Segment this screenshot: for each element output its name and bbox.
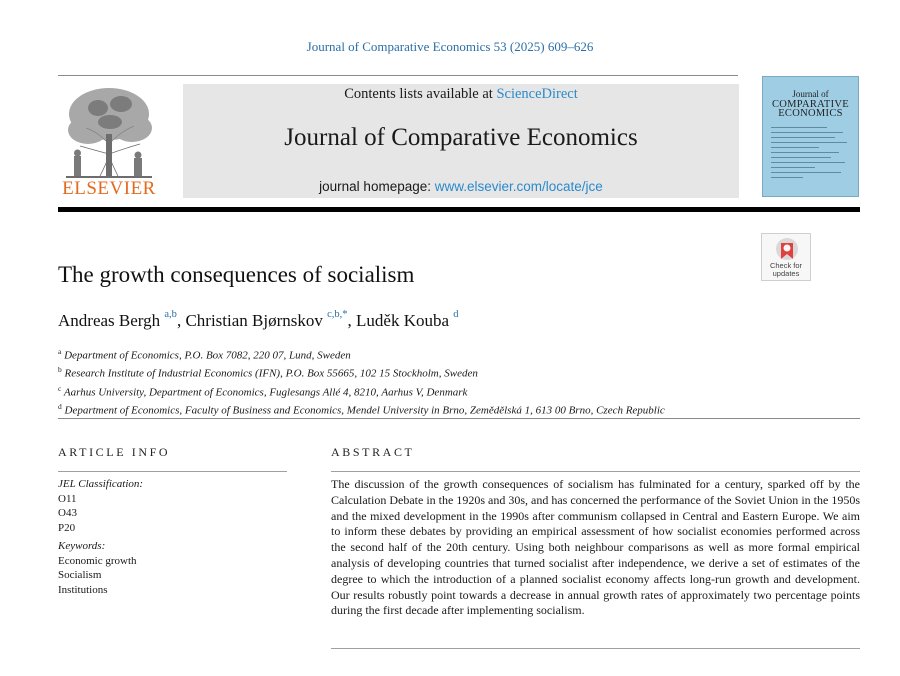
affiliation-key: b bbox=[58, 365, 62, 375]
keywords-label: Keywords: bbox=[58, 540, 106, 552]
keyword: Institutions bbox=[58, 583, 108, 596]
cover-title bbox=[763, 90, 858, 119]
author-separator: , bbox=[347, 311, 357, 330]
jel-code: O43 bbox=[58, 507, 77, 519]
affiliation-key: c bbox=[58, 383, 62, 393]
author-affiliation-marks[interactable]: d bbox=[453, 309, 459, 321]
paper-title: The growth consequences of socialism bbox=[58, 262, 415, 287]
cover-title-line2: COMPARATIVE bbox=[771, 98, 849, 110]
sciencedirect-link[interactable]: ScienceDirect bbox=[496, 86, 578, 102]
author-separator: , bbox=[176, 311, 186, 330]
contents-prefix: Contents lists available at bbox=[344, 86, 497, 102]
author-affiliation-marks[interactable]: a,b bbox=[164, 309, 177, 321]
jel-code: P20 bbox=[58, 521, 76, 534]
affiliation-key: a bbox=[58, 347, 62, 356]
homepage-link[interactable]: www.elsevier.com/locate/jce bbox=[434, 179, 603, 194]
article-info-rule bbox=[58, 471, 287, 472]
article-info-block bbox=[58, 477, 143, 597]
author-name[interactable]: Luděk Kouba bbox=[356, 311, 450, 330]
contents-availability bbox=[183, 86, 739, 103]
cover-title-line1: Journal of bbox=[792, 89, 829, 99]
crossmark-label-line1: Check for bbox=[769, 261, 803, 270]
abstract-rule bbox=[331, 471, 860, 472]
crossmark-icon bbox=[775, 237, 799, 263]
jel-code: O11 bbox=[58, 492, 77, 505]
affiliation-item bbox=[58, 400, 665, 418]
keyword: Socialism bbox=[58, 569, 102, 581]
affiliation-text: Department of Economics, P.O. Box 7082, 220 07, Lund, Sweden bbox=[64, 349, 351, 362]
journal-title: Journal of Comparative Economics bbox=[284, 124, 638, 151]
article-info-heading: ARTICLE INFO bbox=[58, 445, 171, 459]
header-thick-rule bbox=[58, 207, 860, 212]
affiliation-key: d bbox=[58, 401, 62, 411]
crossmark-label bbox=[762, 262, 810, 278]
check-for-updates-badge[interactable] bbox=[761, 233, 811, 281]
affiliation-item bbox=[58, 363, 665, 381]
abstract-heading: ABSTRACT bbox=[331, 445, 415, 459]
affiliation-item bbox=[58, 345, 665, 363]
author-name[interactable]: Christian Bjørnskov bbox=[185, 311, 323, 330]
abstract-bottom-rule bbox=[331, 648, 860, 649]
author-list bbox=[58, 311, 459, 331]
homepage-prefix: journal homepage: bbox=[319, 179, 435, 194]
author-name[interactable]: Andreas Bergh bbox=[58, 311, 161, 330]
journal-cover-thumbnail[interactable] bbox=[762, 76, 859, 197]
journal-homepage bbox=[183, 179, 739, 194]
abstract-text: The discussion of the growth consequences of socialism has fulminated for a century, sparked off by the Calculation Debate in the 1920s and 30s, and has concerned the performance of the Soviet Union in the 1950s and the mixed development in the 1990s after communism collapsed in Central and Eastern Europe. We aim to inform these debates by providing an empirical assessment of how socialist economies performed across the second half of the 20th century. Using both neighbour comparisons as well as more formal empirical analysis of developing countries that turned socialist after independence, we derive a set of estimates of the degree to which the introduction of a planned socialist economy affects long-run growth and development. Our results robustly point towards a decrease in annual growth rates of approximately two percentage points during the first decade after implementing socialism. bbox=[331, 477, 860, 618]
affiliation-text: Aarhus University, Department of Economics, Fuglesangs Allé 4, 8210, Aarhus V, Denmark bbox=[63, 386, 468, 399]
cover-text-lines bbox=[771, 127, 851, 182]
crossmark-label-line2: updates bbox=[772, 269, 800, 278]
cover-title-line3: ECONOMICS bbox=[778, 108, 843, 119]
affiliation-list bbox=[58, 345, 665, 418]
affiliation-text: Research Institute of Industrial Economics (IFN), P.O. Box 55665, 102 15 Stockholm, Sweden bbox=[64, 367, 478, 380]
elsevier-wordmark: ELSEVIER bbox=[62, 178, 156, 199]
jel-classification-label: JEL Classification: bbox=[58, 478, 144, 490]
affiliation-item bbox=[58, 382, 665, 400]
affiliation-text: Department of Economics, Faculty of Business and Economics, Mendel University in Brno, Zemědělská 1, 613 00 Brno, Czech Republic bbox=[64, 404, 665, 417]
keyword: Economic growth bbox=[58, 554, 137, 567]
author-affiliation-marks[interactable]: c,b,* bbox=[327, 309, 348, 321]
journal-citation[interactable]: Journal of Comparative Economics 53 (2025) 609–626 bbox=[306, 39, 594, 54]
affiliation-divider bbox=[58, 418, 860, 419]
journal-banner bbox=[183, 84, 739, 198]
header-top-rule bbox=[58, 75, 738, 76]
